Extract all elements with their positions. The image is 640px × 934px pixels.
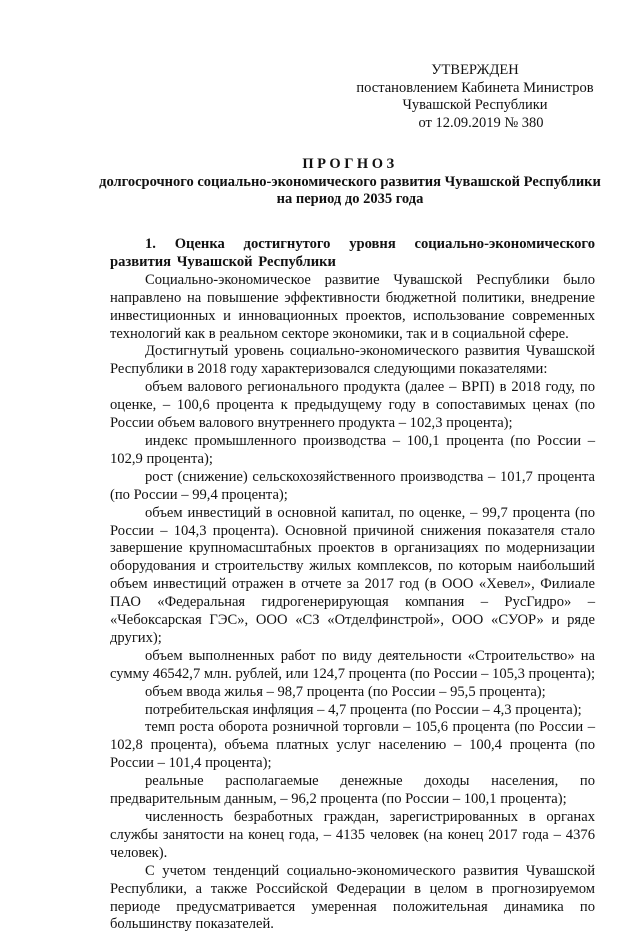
indicator-industrial-index: индекс промышленного производства – 100,1 процента (по России – 102,9 процента); [110,432,595,467]
paragraph-1: Социально-экономическое развитие Чувашской Республики было направлено на повышение эффективности бюджетной политики, внедрение инвестиционных и инновационных проектов, использование современных технологий как в реальном секторе экономики, так и в социальной сфере. [110,271,595,342]
approval-region: Чувашской Республики [402,97,548,113]
indicator-investment: объем инвестиций в основной капитал, по оценке, – 99,7 процента (по России – 104,3 процента). Основной причиной снижения показателя стало завершение крупномасштабных проектов в организациях по модернизации оборудования и строительству жилых комплексов, по которым наибольший объем инвестиций отражен в отчете за 2017 год (в ООО «Хевел», Филиале ПАО «Федеральная гидрогенерирующая компания – РусГидро» – «Чебоксарская ГЭС», ООО «СЗ «Отделфинстрой», ООО «СУОР» и ряде других); [110,504,595,646]
approval-stamp [340,62,610,132]
approval-issuer: постановлением Кабинета Министров [356,79,594,96]
section-heading: 1. Оценка достигнутого уровня социально-экономического развития Чувашской Республики [110,236,595,270]
indicator-inflation: потребительская инфляция – 4,7 процента (по России – 4,3 процента); [145,701,582,718]
paragraph-2: Достигнутый уровень социально-экономического развития Чувашской Республики в 2018 году характеризовался следующими показателями: [110,343,595,378]
indicator-retail: темп роста оборота розничной торговли – 105,6 процента (по России – 102,8 процента), объема платных услуг населению – 100,4 процента (по России – 101,4 процента); [110,719,595,772]
indicator-agriculture: рост (снижение) сельскохозяйственного производства – 101,7 процента (по России – 99,4 процента); [110,468,595,503]
paragraph-conclusion: С учетом тенденций социально-экономического развития Чувашской Республики, а также Российской Федерации в целом в прогнозируемом периоде предусматривается умеренная положительная динамика по большинству показателей. [110,862,595,933]
indicator-income: реальные располагаемые денежные доходы населения, по предварительным данным, – 96,2 процента (по России – 100,1 процента); [110,773,595,808]
title-main: ПРОГНОЗ [302,156,398,172]
title-subtitle-line1: долгосрочного социально-экономического развития Чувашской Республики [99,173,601,190]
approval-title: УТВЕРЖДЕН [431,62,519,78]
indicator-grp: объем валового регионального продукта (далее – ВРП) в 2018 году, по оценке, – 100,6 процента к предыдущему году в сопоставимых ценах (по России объем валового внутреннего продукта – 102,3 процента); [110,379,595,432]
title-subtitle-line2: на период до 2035 года [276,191,424,207]
section-body [110,236,595,934]
approval-date-number: от 12.09.2019 № 380 [418,114,544,131]
indicator-housing: объем ввода жилья – 98,7 процента (по России – 95,5 процента); [145,683,546,700]
document-title [90,156,610,209]
indicator-construction: объем выполненных работ по виду деятельности «Строительство» на сумму 46542,7 млн. рублей, или 124,7 процента (по России – 105,3 процента); [110,647,595,682]
indicator-unemployment: численность безработных граждан, зарегистрированных в органах службы занятости на конец года, – 4135 человек (на конец 2017 года – 4376 человек). [110,809,595,861]
